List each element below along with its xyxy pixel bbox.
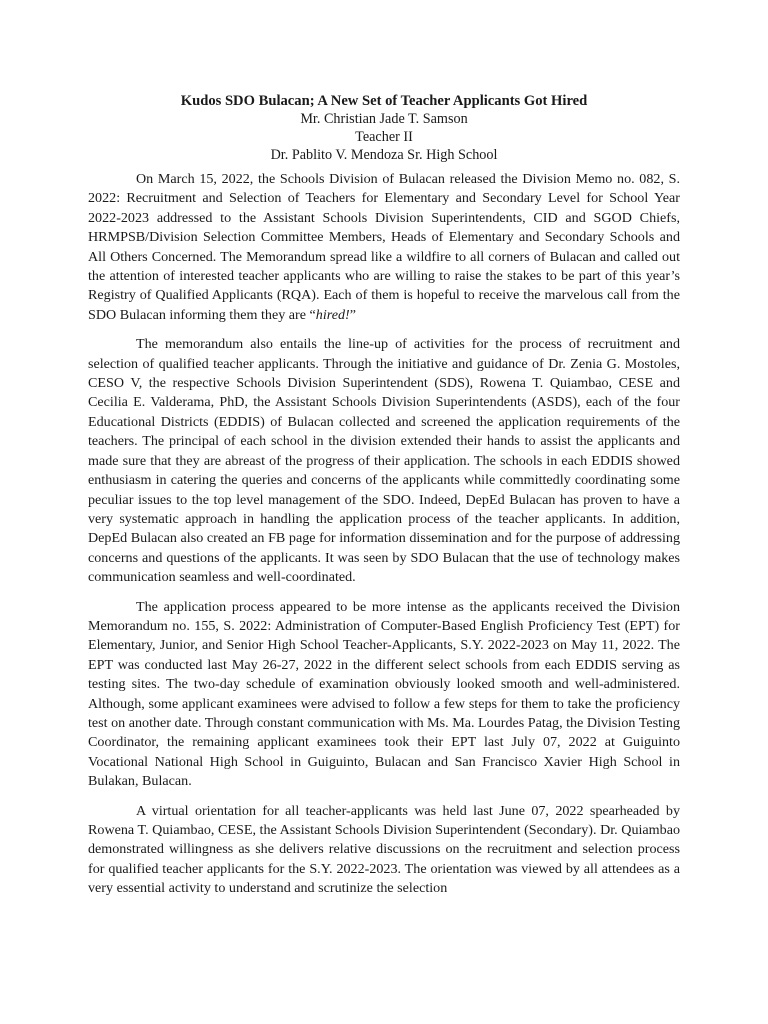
article-title: Kudos SDO Bulacan; A New Set of Teacher Applicants Got Hired [180, 93, 588, 109]
article-header [88, 92, 680, 164]
author-name: Mr. Christian Jade T. Samson [300, 111, 468, 127]
paragraph-1-text: On March 15, 2022, the Schools Division of Bulacan released the Division Memo no. 082, S. 2022: Recruitment and Selection of Teachers for Elementary and Secondary Level for School Year 2022-2023 addressed to the Assistant Schools Division Superintendents, CID and SGOD Chiefs, HRMPSB/Division Selection Committee Members, Heads of Elementary and Secondary Schools and All Others Concerned. The Memorandum spread like a wildfire to all corners of Bulacan and called out the attention of interested teacher applicants who are willing to raise the stakes to be part of this year’s Registry of Qualified Applicants (RQA). Each of them is hopeful to receive the marvelous call from the SDO Bulacan informing them they are “ [88, 171, 680, 323]
hired-emphasis: hired! [315, 306, 350, 323]
paragraph-1 [88, 170, 680, 325]
closing-quote: ” [349, 306, 356, 323]
paragraph-4: A virtual orientation for all teacher-applicants was held last June 07, 2022 spearheaded by Rowena T. Quiambao, CESE, the Assistant Schools Division Superintendent (Secondary). Dr. Quiambao demonstrated willingness as she delivers relative discussions on the recruitment and selection process for qualified teacher applicants for the S.Y. 2022-2023. The orientation was viewed by all attendees as a very essential activity to understand and scrutinize the selection [88, 802, 680, 897]
paragraph-3: The application process appeared to be more intense as the applicants received the Division Memorandum no. 155, S. 2022: Administration of Computer-Based English Proficiency Test (EPT) for Elementary, Junior, and Senior High School Teacher-Applicants, S.Y. 2022-2023 on May 11, 2022. The EPT was conducted last May 26-27, 2022 in the different select schools from each EDDIS serving as testing sites. The two-day schedule of examination obviously looked smooth and well-administered. Although, some applicant examinees were advised to follow a few steps for them to take the proficiency test on another date. Through constant communication with Ms. Ma. Lourdes Patag, the Division Testing Coordinator, the remaining applicant examinees took their EPT last July 07, 2022 at Guiguinto Vocational National High School in Guiguinto, Bulacan and San Francisco Xavier High School in Bulakan, Bulacan. [88, 598, 680, 790]
article-body [88, 170, 680, 909]
paragraph-2: The memorandum also entails the line-up of activities for the process of recruitment and selection of qualified teacher applicants. Through the initiative and guidance of Dr. Zenia G. Mostoles, CESO V, the respective Schools Division Superintendent (SDS), Rowena T. Quiambao, CESE and Cecilia E. Valderama, PhD, the Assistant Schools Division Superintendents (ASDS), each of the four Educational Districts (EDDIS) of Bulacan collected and screened the application requirements of the teachers. The principal of each school in the division extended their hands to assist the applicants and made sure that they are abreast of the progress of their application. The schools in each EDDIS showed enthusiasm in catering the queries and concerns of the applicants while committedly coordinating some peculiar issues to the top level management of the SDO. Indeed, DepEd Bulacan has proven to have a very systematic approach in handling the application process of the teacher applicants. In addition, DepEd Bulacan also created an FB page for information dissemination and for the purpose of addressing concerns and questions of the applicants. It was seen by SDO Bulacan that the use of technology makes communication seamless and well-coordinated. [88, 336, 680, 586]
author-position: Teacher II [355, 129, 413, 145]
author-school: Dr. Pablito V. Mendoza Sr. High School [270, 147, 498, 163]
